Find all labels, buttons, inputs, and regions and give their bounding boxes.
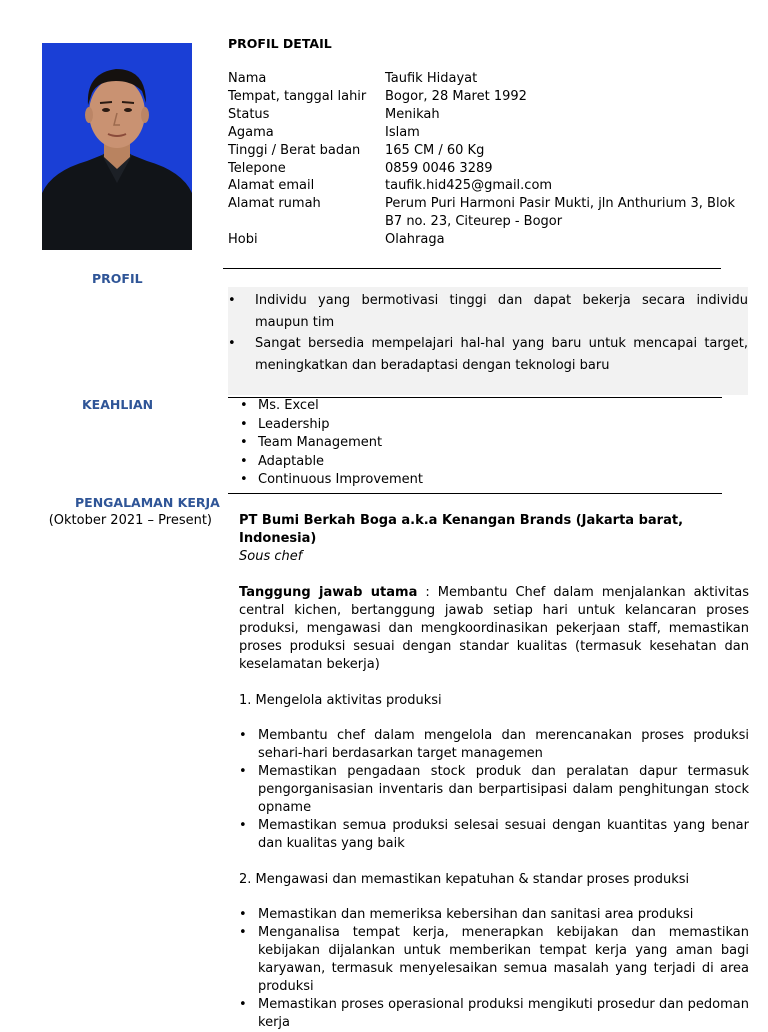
detail-value: 0859 0046 3289 bbox=[385, 160, 493, 176]
list-item: • Memastikan dan memeriksa kebersihan dan sanitasi area produksi bbox=[239, 906, 749, 924]
detail-row bbox=[228, 160, 758, 178]
detail-label: Hobi bbox=[228, 232, 258, 248]
list-item: • Memastikan pengadaan stock produk dan peralatan dapur termasuk pengorganisasian inventaris dan berpartisipasi dalam penghitungan stock opname bbox=[239, 763, 749, 817]
detail-value: Menikah bbox=[385, 106, 440, 122]
list-item: • Leadership bbox=[240, 416, 540, 435]
list-item: • Sangat bersedia mempelajari hal-hal yang baru untuk mencapai target, meningkatkan dan beradaptasi dengan teknologi baru bbox=[228, 333, 748, 376]
list-item: • Memastikan semua produksi selesai sesuai dengan kuantitas yang benar dan kualitas yang baik bbox=[239, 817, 749, 853]
detail-value: Olahraga bbox=[385, 232, 445, 248]
detail-row bbox=[228, 177, 758, 195]
section-title-keahlian: KEAHLIAN bbox=[82, 397, 154, 412]
divider bbox=[228, 493, 722, 494]
detail-label: Status bbox=[228, 106, 270, 122]
responsibility-paragraph bbox=[239, 584, 749, 674]
duty-list bbox=[239, 727, 749, 853]
detail-label: Telepone bbox=[228, 160, 286, 176]
detail-value: Islam bbox=[385, 124, 420, 140]
list-item: • Continuous Improvement bbox=[240, 471, 540, 490]
company-name: PT Bumi Berkah Boga a.k.a Kenangan Brands (Jakarta barat, Indonesia) bbox=[239, 513, 684, 546]
detail-row bbox=[228, 124, 758, 142]
person-portrait-image bbox=[42, 43, 192, 250]
experience-period: (Oktober 2021 – Present) bbox=[48, 513, 212, 528]
duty-list bbox=[239, 906, 749, 1032]
skills-list bbox=[240, 397, 540, 490]
detail-row bbox=[228, 106, 758, 124]
section-heading: 1. Mengelola aktivitas produksi bbox=[239, 693, 442, 708]
detail-label: Agama bbox=[228, 124, 274, 140]
section-title-profil: PROFIL bbox=[92, 271, 143, 286]
detail-value: 165 CM / 60 Kg bbox=[385, 142, 485, 158]
profile-photo bbox=[42, 43, 192, 250]
experience-entry bbox=[239, 512, 749, 1032]
profile-detail-table bbox=[228, 70, 758, 249]
list-item: • Adaptable bbox=[240, 453, 540, 472]
detail-value: Bogor, 28 Maret 1992 bbox=[385, 88, 527, 104]
list-item: • Membantu chef dalam mengelola dan merencanakan proses produksi sehari-hari berdasarkan target managemen bbox=[239, 727, 749, 763]
detail-label: Nama bbox=[228, 71, 267, 86]
divider bbox=[223, 268, 721, 269]
detail-label: Alamat rumah bbox=[228, 196, 321, 212]
detail-row bbox=[228, 88, 758, 106]
list-item: • Menganalisa tempat kerja, menerapkan kebijakan dan memastikan kebijakan dijalankan untuk memberikan tempat kerja yang aman bagi karyawan, termasuk menyelesaikan semua masalah yang terjadi di area produksi bbox=[239, 924, 749, 996]
detail-label: Tinggi / Berat badan bbox=[228, 142, 361, 158]
detail-label: Tempat, tanggal lahir bbox=[228, 88, 367, 104]
responsibility-label: Tanggung jawab utama bbox=[239, 585, 418, 600]
list-item: • Team Management bbox=[240, 434, 540, 453]
profile-detail-title: PROFIL DETAIL bbox=[228, 36, 332, 51]
section-heading: 2. Mengawasi dan memastikan kepatuhan & standar proses produksi bbox=[239, 872, 690, 887]
list-item: • Ms. Excel bbox=[240, 397, 540, 416]
detail-row bbox=[228, 142, 758, 160]
section-title-pengalaman: PENGALAMAN KERJA bbox=[75, 495, 220, 510]
detail-row bbox=[228, 195, 758, 231]
profil-list bbox=[228, 290, 748, 376]
email-link[interactable]: taufik.hid425@gmail.com bbox=[385, 178, 553, 194]
responsibility-text: : Membantu Chef dalam menjalankan aktivitas central kichen, bertanggung jawab setiap hari untuk kelancaran proses produksi, mengawasi dan mengkoordinasikan pekerjaan staff, memastikan proses produksi sesuai dengan standar kualitas (termasuk kesehatan dan keselamatan bekerja) bbox=[239, 585, 749, 672]
detail-label: Alamat email bbox=[228, 178, 315, 194]
list-item: • Memastikan proses operasional produksi mengikuti prosedur dan pedoman kerja bbox=[239, 996, 749, 1032]
job-role: Sous chef bbox=[239, 549, 303, 564]
list-item: • Individu yang bermotivasi tinggi dan dapat bekerja secara individu maupun tim bbox=[228, 290, 748, 333]
detail-value: Perum Puri Harmoni Pasir Mukti, jln Anthurium 3, Blok B7 no. 23, Citeurep - Bogor bbox=[385, 196, 736, 230]
detail-row bbox=[228, 70, 758, 88]
detail-value: Taufik Hidayat bbox=[385, 71, 478, 86]
detail-row bbox=[228, 231, 758, 249]
